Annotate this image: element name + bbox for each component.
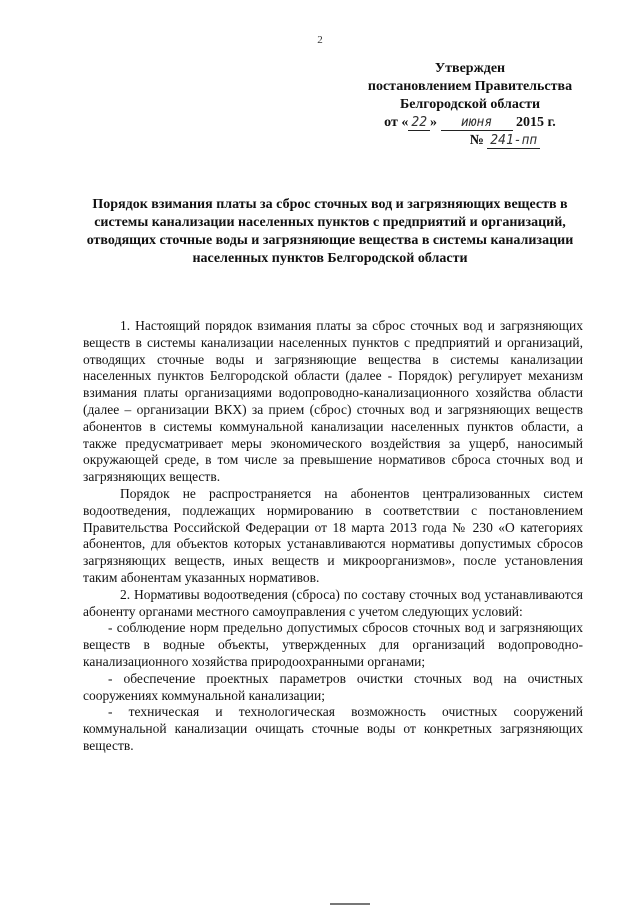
date-prefix: от « — [384, 115, 409, 130]
document-title: Порядок взимания платы за сброс сточных вод и загрязняющих веществ в системы канализации населенных пунктов с предприятий и организаций, отводящих сточные воды и загрязняющие вещества в системы канализации населенных пунктов Белгородской области — [86, 197, 574, 266]
approval-line-region: Белгородской области — [399, 97, 541, 112]
approval-line-approved: Утвержден — [434, 61, 506, 76]
page-number: 2 — [317, 34, 323, 46]
paragraph-2: 2. Нормативы водоотведения (сброса) по составу сточных вод устанавливаются абоненту органами местного самоуправления с учетом следующих условий: — [83, 586, 583, 619]
condition-item: - соблюдение норм предельно допустимых сбросов сточных вод и загрязняющих веществ в водные объекты, утвержденных для организаций водопроводно-канализационного хозяйства природоохранными органами; — [83, 620, 583, 669]
number-value: 241-пп — [487, 134, 540, 149]
date-month: июня — [441, 116, 513, 131]
document-body — [83, 318, 583, 755]
date-year: 2015 г. — [516, 115, 556, 130]
approval-line-resolution: постановлением Правительства — [367, 79, 573, 94]
approval-number — [340, 132, 600, 150]
date-day: 22 — [408, 116, 430, 131]
condition-item: - обеспечение проектных параметров очистки сточных вод на очистных сооружениях коммунальной канализации; — [83, 670, 583, 703]
condition-item: - техническая и технологическая возможность очистных сооружений коммунальной канализации очищать сточные воды от конкретных загрязняющих веществ. — [83, 704, 583, 753]
number-prefix: № — [469, 133, 484, 148]
approval-date — [340, 114, 600, 132]
approval-block — [340, 60, 600, 150]
paragraph-1: 1. Настоящий порядок взимания платы за сброс сточных вод и загрязняющих веществ в системы канализации населенных пунктов с предприятий и организаций, отводящих сточные воды и загрязняющие вещества в системы канализации населенных пунктов Белгородской области (далее - Порядок) регулирует механизм взимания платы организациями водопроводно-канализационного хозяйства области (далее – организации ВКХ) за прием (сброс) сточных вод и загрязняющих веществ абонентов в системы коммунальной канализации населенных пунктов области, а также предусматривает меры экономического воздействия за ущерб, наносимый окружающей среде, в том числе за превышение нормативов сброса сточных вод и загрязняющих веществ. — [83, 318, 583, 485]
date-mid: » — [430, 115, 438, 130]
paragraph-scope: Порядок не распространяется на абонентов централизованных систем водоотведения, подлежащих нормированию в соответствии с постановлением Правительства Российской Федерации от 18 марта 2013 года № 230 «О категориях абонентов, для объектов которых устанавливаются нормативы допустимых сбросов загрязняющих веществ, иных веществ и микроорганизмов», после установления таким абонентам указанных нормативов. — [83, 485, 583, 585]
